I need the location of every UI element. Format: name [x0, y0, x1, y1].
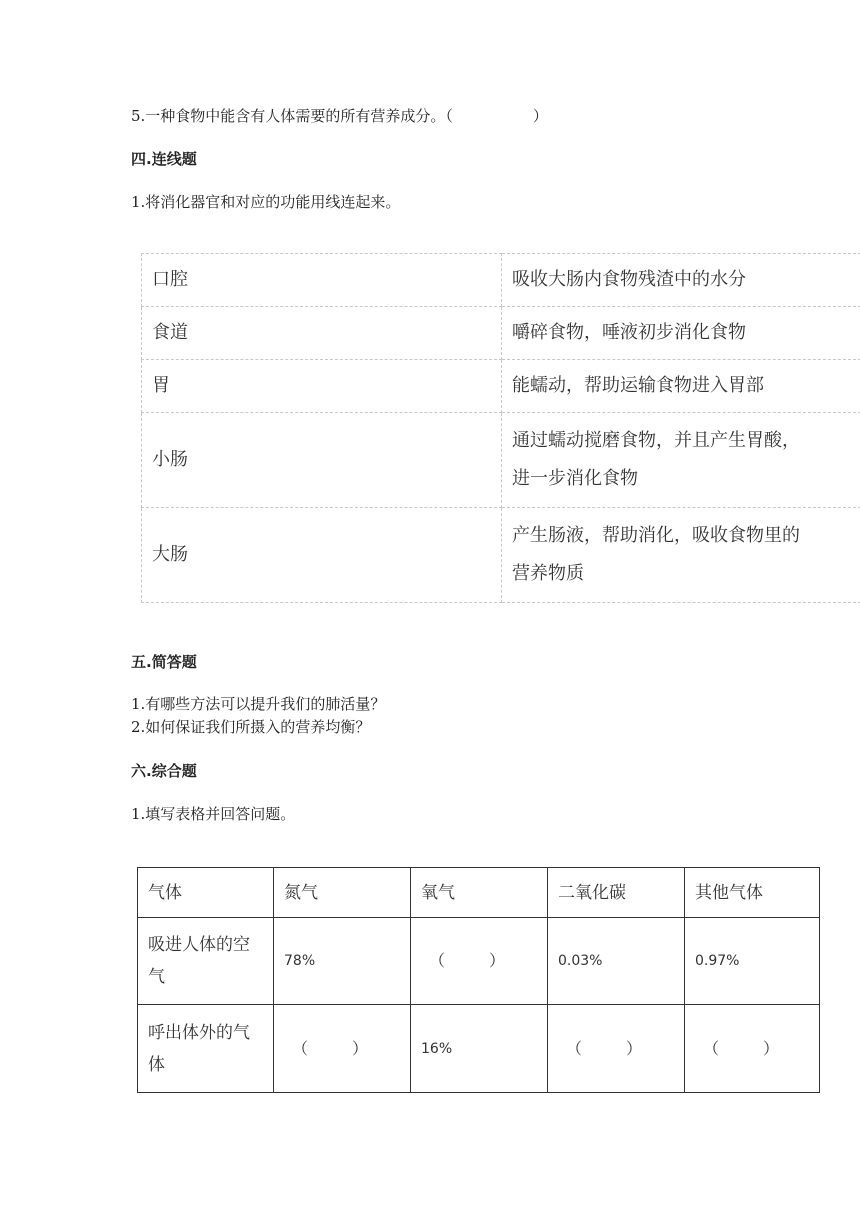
blank-cell[interactable] [685, 1005, 820, 1093]
section-5-question-2: 2.如何保证我们所摄入的营养均衡？ [131, 718, 371, 736]
function-line: 产生肠液，帮助消化，吸收食物里的 [512, 525, 800, 546]
close-paren: ） [763, 1038, 780, 1058]
header-cell: 氮气 [274, 868, 411, 918]
organ-cell[interactable]: 口腔 [142, 254, 502, 307]
row-label-line: 呼出体外的气 [148, 1022, 250, 1043]
question-5 [131, 106, 548, 126]
function-line: 进一步消化食物 [512, 468, 638, 489]
table-row [142, 413, 860, 508]
question-5-close-paren: ） [532, 107, 548, 125]
blank-cell[interactable] [548, 1005, 685, 1093]
table-row [138, 918, 820, 1005]
row-label-line: 气 [148, 967, 165, 987]
header-cell: 其他气体 [685, 868, 820, 918]
gas-table [137, 867, 820, 1093]
blank-cell[interactable] [274, 1005, 411, 1093]
function-cell[interactable] [502, 413, 860, 508]
function-cell[interactable]: 吸收大肠内食物残渣中的水分 [502, 254, 860, 307]
section-4-question-1: 1.将消化器官和对应的功能用线连起来。 [131, 193, 401, 211]
section-5-title: 五.简答题 [131, 653, 197, 671]
table-row [142, 307, 860, 360]
row-label-cell [138, 1005, 274, 1093]
question-5-text: 5.一种食物中能含有人体需要的所有营养成分。（ [131, 107, 453, 125]
open-paren: （ [566, 1038, 583, 1058]
close-paren: ） [352, 1038, 369, 1058]
function-cell[interactable]: 嚼碎食物，唾液初步消化食物 [502, 307, 860, 360]
function-cell[interactable]: 能蠕动，帮助运输食物进入胃部 [502, 360, 860, 413]
organ-cell[interactable]: 食道 [142, 307, 502, 360]
matching-table [141, 253, 860, 603]
table-row [138, 1005, 820, 1093]
value-cell: 0.97% [685, 918, 820, 1005]
open-paren: （ [292, 1038, 309, 1058]
value-cell: 16% [411, 1005, 548, 1093]
value-cell: 78% [274, 918, 411, 1005]
row-label-cell [138, 918, 274, 1005]
organ-cell[interactable]: 大肠 [142, 508, 502, 603]
function-line: 营养物质 [512, 563, 584, 584]
section-6-question-1: 1.填写表格并回答问题。 [131, 805, 296, 823]
organ-cell[interactable]: 小肠 [142, 413, 502, 508]
table-header-row [138, 868, 820, 918]
organ-cell[interactable]: 胃 [142, 360, 502, 413]
table-row [142, 508, 860, 603]
section-4-title: 四.连线题 [131, 150, 197, 168]
row-label-line: 吸进人体的空 [148, 935, 250, 955]
table-row [142, 360, 860, 413]
header-cell: 二氧化碳 [548, 868, 685, 918]
close-paren: ） [489, 951, 506, 970]
open-paren: （ [429, 951, 446, 970]
header-cell: 氧气 [411, 868, 548, 918]
value-cell: 0.03% [548, 918, 685, 1005]
section-5-question-1: 1.有哪些方法可以提升我们的肺活量？ [131, 695, 386, 713]
section-6-title: 六.综合题 [131, 762, 197, 780]
open-paren: （ [703, 1038, 720, 1058]
blank-cell[interactable] [411, 918, 548, 1005]
function-line: 通过蠕动搅磨食物，并且产生胃酸， [512, 430, 800, 451]
function-cell[interactable] [502, 508, 860, 603]
header-cell: 气体 [138, 868, 274, 918]
row-label-line: 体 [148, 1054, 165, 1075]
table-row [142, 254, 860, 307]
close-paren: ） [626, 1038, 643, 1058]
